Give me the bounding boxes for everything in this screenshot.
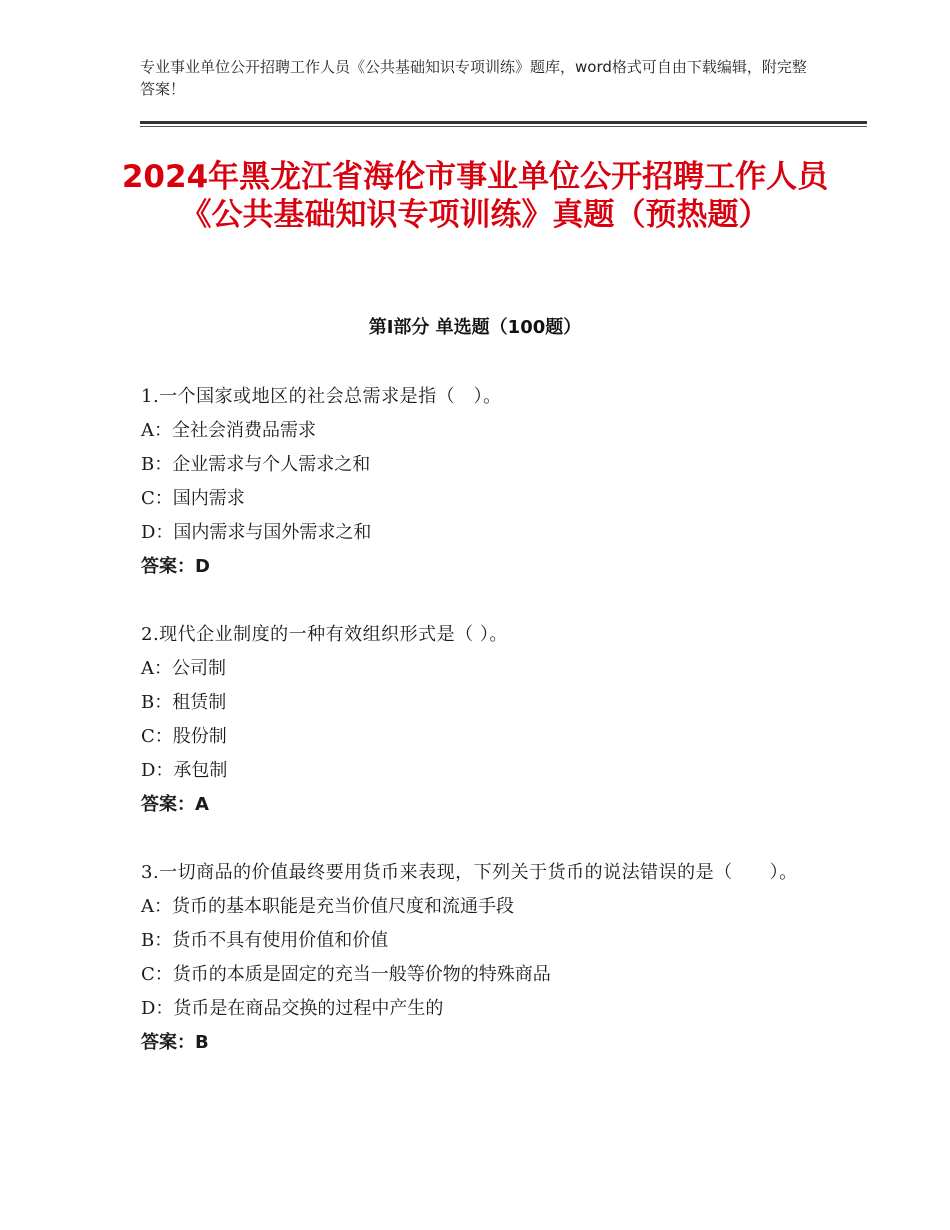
document-title: 2024年黑龙江省海伦市事业单位公开招聘工作人员《公共基础知识专项训练》真题（预热题） xyxy=(121,159,829,233)
header-rule-thin xyxy=(140,126,867,127)
header-note: 专业事业单位公开招聘工作人员《公共基础知识专项训练》题库，word格式可自由下载编辑，附完整答案！ xyxy=(140,58,807,98)
question-stem: 3.一切商品的价值最终要用货币来表现，下列关于货币的说法错误的是（ ）。 xyxy=(141,862,798,883)
option-a: A：全社会消费品需求 xyxy=(141,420,316,441)
option-c: C：国内需求 xyxy=(141,488,245,509)
option-a: A：货币的基本职能是充当价值尺度和流通手段 xyxy=(141,896,514,917)
answer: 答案：D xyxy=(141,556,210,577)
option-b: B：企业需求与个人需求之和 xyxy=(141,454,371,475)
question-list xyxy=(141,380,821,1094)
question-1 xyxy=(141,380,821,584)
option-d: D：承包制 xyxy=(141,760,228,781)
option-b: B：租赁制 xyxy=(141,692,227,713)
header-rule-thick xyxy=(140,121,867,124)
answer: 答案：A xyxy=(141,794,209,815)
question-stem: 2.现代企业制度的一种有效组织形式是（ ）。 xyxy=(141,624,508,645)
option-d: D：货币是在商品交换的过程中产生的 xyxy=(141,998,444,1019)
question-3 xyxy=(141,856,821,1060)
question-stem: 1.一个国家或地区的社会总需求是指（ ）。 xyxy=(141,386,502,407)
option-a: A：公司制 xyxy=(141,658,226,679)
option-c: C：股份制 xyxy=(141,726,227,747)
option-c: C：货币的本质是固定的充当一般等价物的特殊商品 xyxy=(141,964,551,985)
option-d: D：国内需求与国外需求之和 xyxy=(141,522,372,543)
option-b: B：货币不具有使用价值和价值 xyxy=(141,930,389,951)
section-title: 第Ⅰ部分 单选题（100题） xyxy=(368,317,582,338)
answer: 答案：B xyxy=(141,1032,209,1053)
question-2 xyxy=(141,618,821,822)
